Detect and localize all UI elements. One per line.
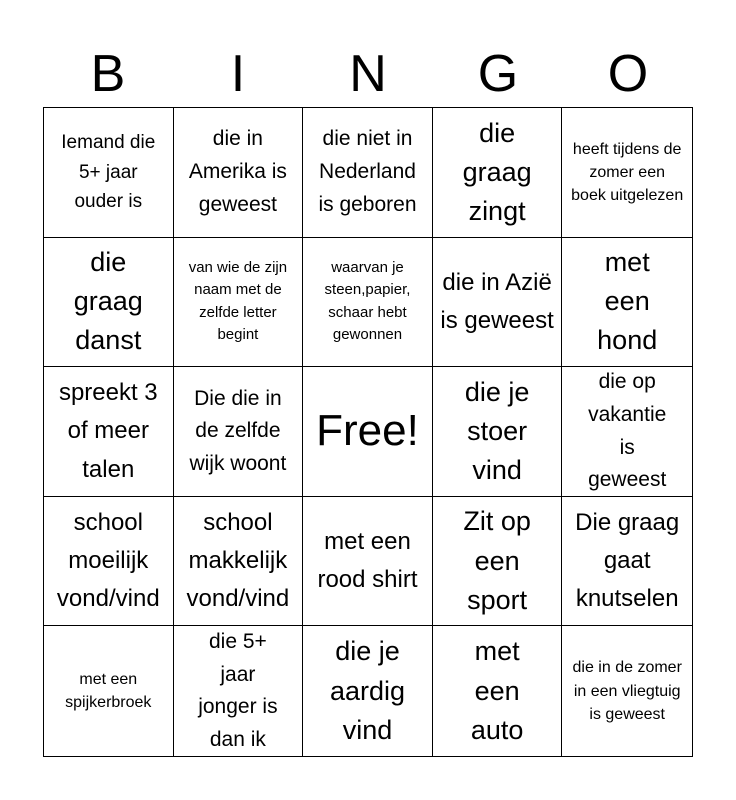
bingo-cell-text: die graag zingt bbox=[462, 117, 532, 226]
header-letter-o: O bbox=[607, 45, 649, 103]
bingo-cell[interactable] bbox=[562, 626, 692, 756]
bingo-cell[interactable] bbox=[433, 626, 563, 756]
free-space-label: Free! bbox=[316, 406, 419, 456]
header-letter-i: I bbox=[230, 45, 246, 103]
bingo-cell[interactable] bbox=[303, 497, 433, 627]
bingo-cell-text: die niet in Nederland is geboren bbox=[318, 127, 417, 216]
bingo-cell[interactable] bbox=[433, 238, 563, 368]
bingo-cell-text: die in Amerika is geweest bbox=[188, 127, 287, 216]
free-space-cell[interactable] bbox=[303, 367, 433, 497]
bingo-cell[interactable] bbox=[44, 497, 174, 627]
bingo-cell-text: die je stoer vind bbox=[464, 376, 530, 486]
bingo-cell[interactable] bbox=[303, 238, 433, 368]
bingo-cell[interactable] bbox=[174, 367, 304, 497]
bingo-cell[interactable] bbox=[44, 367, 174, 497]
bingo-cell-text: school moeilijk vond/vind bbox=[56, 508, 160, 613]
header-letter-n: N bbox=[349, 45, 387, 103]
bingo-cell[interactable] bbox=[174, 497, 304, 627]
bingo-cell[interactable] bbox=[562, 497, 692, 627]
bingo-cell-text: die 5+ jaar jonger is dan ik bbox=[198, 630, 278, 751]
bingo-cell-text: heeft tijdens de zomer een boek uitgelezen bbox=[571, 140, 684, 204]
bingo-cell-text: met een hond bbox=[597, 247, 658, 356]
bingo-cell[interactable] bbox=[562, 238, 692, 368]
bingo-cell-text: Iemand die 5+ jaar ouder is bbox=[61, 132, 156, 213]
bingo-cell[interactable] bbox=[433, 108, 563, 238]
bingo-cell-text: die op vakantie is geweest bbox=[588, 370, 667, 492]
bingo-cell-text: waarvan je steen,papier, schaar hebt gewonnen bbox=[324, 258, 411, 344]
bingo-cell-text: van wie de zijn naam met de zelfde letter begint bbox=[188, 258, 288, 344]
bingo-cell-text: die in Azië is geweest bbox=[440, 268, 554, 334]
bingo-cell-text: Die graag gaat knutselen bbox=[575, 508, 680, 613]
bingo-cell-text: die in de zomer in een vliegtuig is geweest bbox=[572, 659, 682, 723]
bingo-cell[interactable] bbox=[174, 108, 304, 238]
bingo-cell-text: met een spijkerbroek bbox=[65, 671, 152, 712]
bingo-cell-text: spreekt 3 of meer talen bbox=[58, 378, 158, 483]
bingo-header bbox=[43, 40, 693, 108]
header-letter-b: B bbox=[90, 45, 126, 103]
bingo-cell-text: die je aardig vind bbox=[329, 636, 406, 745]
header-letter-g: G bbox=[477, 45, 519, 103]
bingo-card bbox=[43, 107, 693, 757]
bingo-cell[interactable] bbox=[44, 108, 174, 238]
bingo-cell[interactable] bbox=[433, 497, 563, 627]
bingo-cell[interactable] bbox=[303, 626, 433, 756]
bingo-cell[interactable] bbox=[433, 367, 563, 497]
bingo-cell[interactable] bbox=[303, 108, 433, 238]
bingo-cell[interactable] bbox=[174, 626, 304, 756]
bingo-cell-text: school makkelijk vond/vind bbox=[186, 508, 290, 613]
bingo-cell[interactable] bbox=[562, 108, 692, 238]
bingo-cell[interactable] bbox=[44, 238, 174, 368]
bingo-cell[interactable] bbox=[174, 238, 304, 368]
bingo-cell-text: Zit op een sport bbox=[463, 506, 531, 615]
bingo-cell-text: die graag danst bbox=[73, 247, 143, 356]
bingo-cell-text: met een rood shirt bbox=[317, 527, 418, 594]
bingo-cell-text: Die die in de zelfde wijk woont bbox=[189, 386, 287, 475]
bingo-cell[interactable] bbox=[562, 367, 692, 497]
bingo-cell[interactable] bbox=[44, 626, 174, 756]
bingo-cell-text: met een auto bbox=[470, 636, 524, 745]
